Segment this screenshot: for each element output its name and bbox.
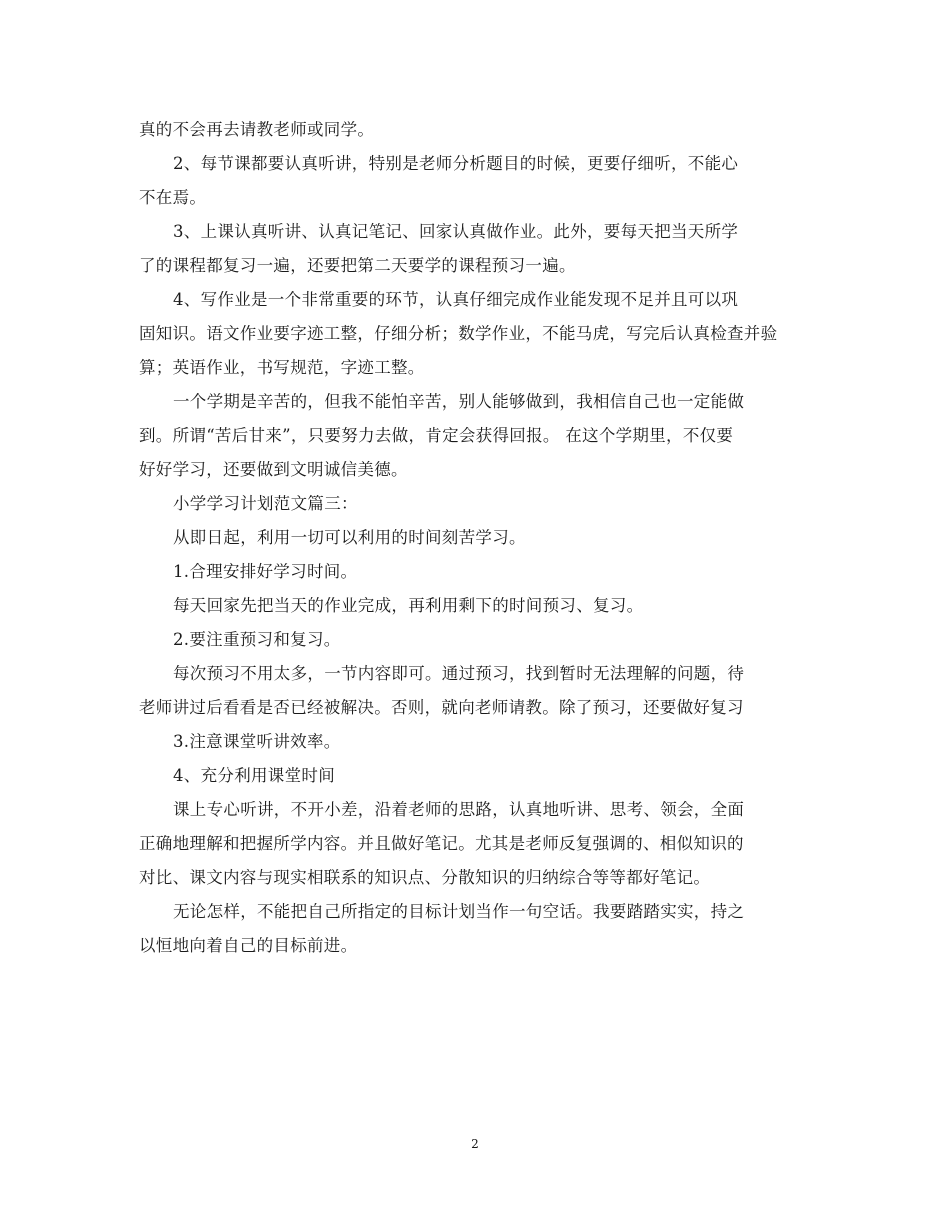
text-line: 每次预习不用太多，一节内容即可。通过预习，找到暂时无法理解的问题，待 — [173, 664, 745, 683]
text-line: 以恒地向着自己的目标前进。 — [139, 936, 358, 955]
text-line: 好好学习，还要做到文明诚信美德。 — [139, 460, 408, 479]
text-line: 到。所谓“苦后甘来”，只要努力去做，肯定会获得回报。 在这个学期里，不仅要 — [139, 426, 734, 445]
section-heading: 小学学习计划范文篇三： — [173, 494, 358, 513]
text-line: 对比、课文内容与现实相联系的知识点、分散知识的归纳综合等等都好笔记。 — [139, 868, 711, 887]
text-line: 从即日起，利用一切可以利用的时间刻苦学习。 — [173, 528, 526, 547]
text-line: 固知识。语文作业要字迹工整，仔细分析；数学作业，不能马虎，写完后认真检查并验 — [139, 324, 778, 343]
page-number: 2 — [471, 1137, 479, 1151]
text-line: 算；英语作业，书写规范，字迹工整。 — [139, 358, 425, 377]
document-body — [139, 113, 811, 963]
text-line: 4、写作业是一个非常重要的环节，认真仔细完成作业能发现不足并且可以巩 — [173, 290, 739, 309]
text-line: 正确地理解和把握所学内容。并且做好笔记。尤其是老师反复强调的、相似知识的 — [139, 834, 744, 853]
text-line: 无论怎样，不能把自己所指定的目标计划当作一句空话。我要踏踏实实，持之 — [173, 902, 745, 921]
text-line: 每天回家先把当天的作业完成，再利用剩下的时间预习、复习。 — [173, 596, 644, 615]
text-line: 3.注意课堂听讲效率。 — [173, 732, 341, 751]
text-line: 课上专心听讲，不开小差，沿着老师的思路，认真地听讲、思考、领会，全面 — [173, 800, 745, 819]
text-line: 老师讲过后看看是否已经被解决。否则，就向老师请教。除了预习，还要做好复习 — [139, 698, 744, 717]
text-line: 1.合理安排好学习时间。 — [173, 562, 358, 581]
text-line: 2、每节课都要认真听讲，特别是老师分析题目的时候，更要仔细听，不能心 — [173, 154, 739, 173]
text-line: 一个学期是辛苦的，但我不能怕辛苦，别人能够做到，我相信自己也一定能做 — [173, 392, 745, 411]
text-line: 了的课程都复习一遍，还要把第二天要学的课程预习一遍。 — [139, 256, 576, 275]
text-line: 3、上课认真听讲、认真记笔记、回家认真做作业。此外，要每天把当天所学 — [173, 222, 739, 241]
text-line: 真的不会再去请教老师或同学。 — [139, 120, 375, 139]
text-line: 4、充分利用课堂时间 — [173, 766, 335, 785]
text-line: 2.要注重预习和复习。 — [173, 630, 341, 649]
text-line: 不在焉。 — [139, 188, 207, 207]
